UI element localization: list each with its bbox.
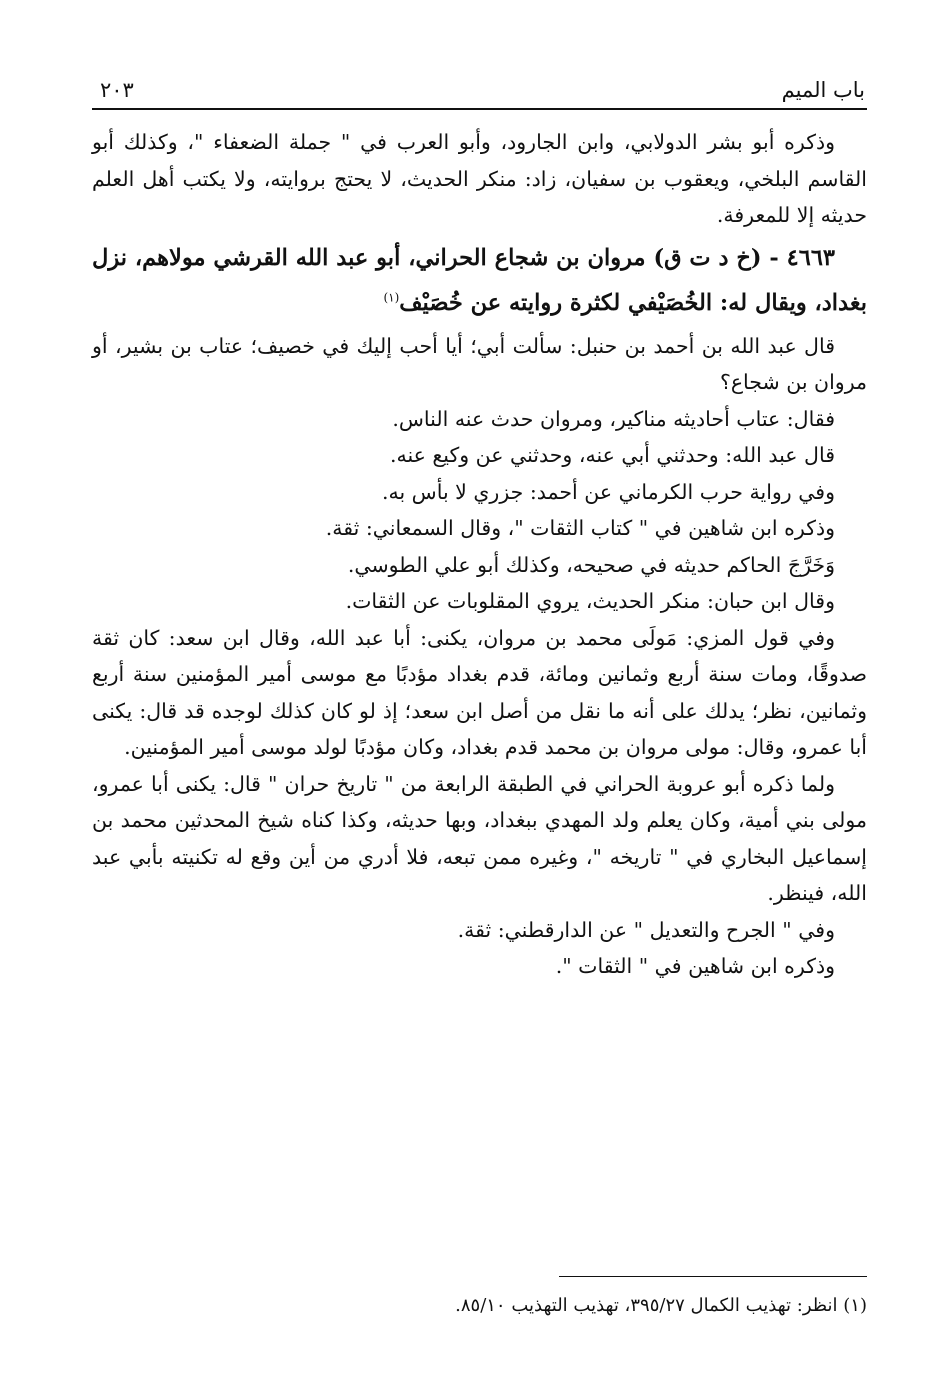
paragraph: وذكره أبو بشر الدولابي، وابن الجارود، وأبو العرب في " جملة الضعفاء "، وكذلك أبو القاسم البلخي، ويعقوب بن سفيان، زاد: منكر الحديث، لا يحتج بروايته، ولا يكتب أهل العلم حديثه إلا للمعرفة. bbox=[92, 130, 867, 227]
paragraph: فقال: عتاب أحاديثه مناكير، ومروان حدث عنه الناس. bbox=[392, 406, 835, 431]
page-number: ٢٠٣ bbox=[100, 78, 134, 102]
footnote-divider bbox=[559, 1276, 867, 1277]
paragraph: وذكره ابن شاهين في " كتاب الثقات "، وقال السمعاني: ثقة. bbox=[325, 516, 835, 540]
page-header bbox=[92, 70, 867, 110]
entry-heading bbox=[92, 236, 867, 326]
book-page bbox=[92, 70, 867, 1316]
paragraph: قال عبد الله: وحدثني أبي عنه، وحدثني عن وكيع عنه. bbox=[389, 443, 835, 467]
chapter-title: باب الميم bbox=[781, 78, 865, 102]
paragraph: وفي رواية حرب الكرماني عن أحمد: جزري لا بأس به. bbox=[381, 479, 835, 504]
paragraph: وفي قول المزي: مَولَى محمد بن مروان، يكنى: أبا عبد الله، وقال ابن سعد: كان ثقة صدوقًا، ومات سنة أربع وثمانين ومائة، قدم بغداد مؤدبًا مع موسى أمير المؤمنين سنة أربع وثمانين، نظر؛ يدلك على أنه ما نقل من أصل ابن سعد؛ إذ لو كان كذلك لوجده قد قال: يكنى أبا عمرو، وقال: مولى مروان بن محمد قدم بغداد، وكان مؤدبًا لولد موسى أمير المؤمنين. bbox=[92, 625, 867, 759]
footnote-marker: (١) bbox=[383, 290, 400, 304]
page-body bbox=[92, 124, 867, 985]
entry-heading-text: ٤٦٦٣ - (خ د ت ق) مروان بن شجاع الحراني، أبو عبد الله القرشي مولاهم، نزل بغداد، ويقال له: الخُصَيْفي لكثرة روايته عن خُصَيْف bbox=[92, 244, 867, 316]
paragraph: ولما ذكره أبو عروبة الحراني في الطبقة الرابعة من " تاريخ حران " قال: يكنى أبا عمرو، مولى بني أمية، وكان يعلم ولد المهدي ببغداد، وبها حديثه، وكذا كناه شيخ المحدثين محمد بن إسماعيل البخاري في " تاريخه "، وغيره ممن تبعه، فلا أدري من أين وقع له تكنيته بأبي عبد الله، فينظر. bbox=[92, 771, 867, 905]
paragraph: وقال ابن حبان: منكر الحديث، يروي المقلوبات عن الثقات. bbox=[345, 589, 835, 613]
paragraph: وَخَرَّجَ الحاكم حديثه في صحيحه، وكذلك أبو علي الطوسي. bbox=[347, 552, 835, 577]
paragraph: وفي " الجرح والتعديل " عن الدارقطني: ثقة. bbox=[457, 917, 835, 942]
paragraph: قال عبد الله بن أحمد بن حنبل: سألت أبي؛ أيا أحب إليك في خصيف؛ عتاب بن بشير، أو مروان بن شجاع؟ bbox=[92, 333, 867, 394]
footnote: (١) انظر: تهذيب الكمال ٣٩٥/٢٧، تهذيب التهذيب ٨٥/١٠. bbox=[455, 1295, 867, 1316]
paragraph: وذكره ابن شاهين في " الثقات ". bbox=[555, 954, 835, 978]
